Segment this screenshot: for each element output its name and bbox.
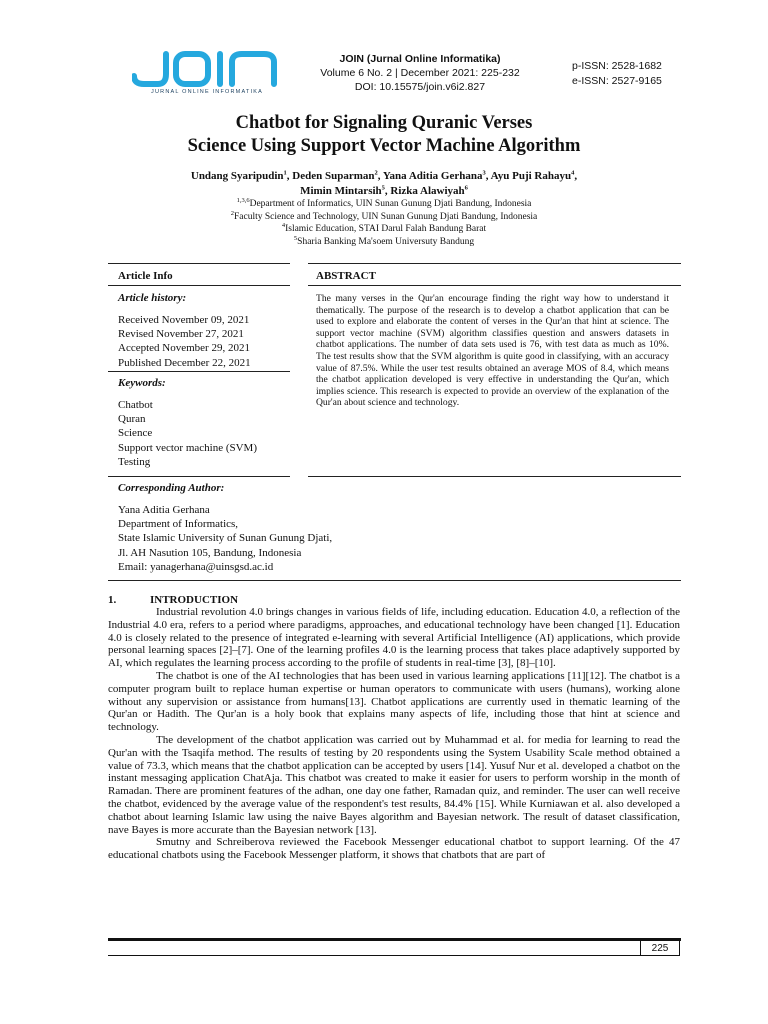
introduction-body: [108, 606, 680, 862]
author-sup: 3: [482, 169, 486, 177]
keyword-list: [118, 398, 257, 469]
corresponding-univ: State Islamic University of Sunan Gunung Djati,: [118, 532, 333, 545]
p-issn: p-ISSN: 2528-1682: [572, 60, 662, 72]
keyword: Testing: [118, 455, 151, 468]
author-name: Deden Suparman: [292, 170, 375, 182]
author-sup: 5: [381, 184, 385, 192]
author-sup: 1: [283, 169, 287, 177]
journal-logo: [132, 48, 282, 98]
affiliation-text: Faculty Science and Technology, UIN Sunan Gunung Djati Bandung, Indonesia: [233, 211, 538, 222]
affiliation-sup: 5: [293, 234, 298, 242]
author-sep: ,: [574, 170, 578, 182]
author-sup: 6: [464, 184, 468, 192]
keyword: Chatbot: [118, 399, 153, 411]
author-name: Ayu Puji Rahayu: [490, 170, 572, 182]
paragraph: Smutny and Schreiberova reviewed the Facebook Messenger educational chatbot to support learning. Of the 47 educational chatbots using the Facebook Messenger platform, it shows that chatbots that are part of: [108, 836, 680, 862]
journal-info: [290, 52, 550, 94]
keywords-rule-right: [308, 476, 681, 477]
affiliation: [0, 198, 768, 211]
keyword: Support vector machine (SVM): [118, 441, 257, 454]
corresponding-author: [118, 503, 332, 574]
corresponding-address: Jl. AH Nasution 105, Bandung, Indonesia: [118, 546, 302, 559]
paper-title: [0, 112, 768, 158]
page-number: 225: [640, 941, 680, 956]
affiliation: [0, 236, 768, 249]
doi: DOI: 10.15575/join.v6i2.827: [354, 81, 486, 93]
author-name: Rizka Alawiyah: [390, 185, 465, 197]
paragraph: Industrial revolution 4.0 brings changes in various fields of life, including education. Education 4.0, a reflection of the Industrial 4.0 era, refers to a period where paradigms, approaches, and educational technology have been changed [1]. Education 4.0 is closely related to the presence of integrated e-learning with several Artificial Intelligence (AI) applications, which provide personal learning spaces [2]–[7]. One of the learning profiles 4.0 is the learning process that takes place adaptively supported by AI, which regulates the learning process according to the profile of students in real-time [3], [8]–[10].: [108, 606, 680, 670]
section-number: 1.: [108, 594, 117, 606]
keywords-rule-left: [108, 476, 290, 477]
top-rule-left: [108, 263, 290, 264]
corresponding-author-label: Corresponding Author:: [118, 482, 225, 494]
join-logo-graphic: [132, 48, 282, 88]
article-info-label: Article Info: [118, 270, 173, 282]
abstract-text: The many verses in the Qur'an encourage finding the right way how to understand it thematically. The purpose of the research is to develop a chatbot application that can be used to explore and elaborate the content of verses in the Qur'an that hint at science. The support vector machine (SVM) algorithm classifies question and answers datasets in chatbot applications. The number of data sets used is 76, with test data as much as 10%. The test results show that the SVM algorithm is quite good in classifying, with an accuracy value of 87.5%. While the user test results obtained an average MOS of 8.4, which means the chatbot application developed is very effective in understanding the Qur'an, which implies science. This research is expected to provide an overview of the explanation of the Qur'an about science and technology.: [316, 293, 669, 409]
corresponding-name: Yana Aditia Gerhana: [118, 504, 210, 516]
keyword: Science: [118, 427, 153, 440]
corresponding-email: Email: yanagerhana@uinsgsd.ac.id: [118, 560, 274, 573]
affiliation: [0, 211, 768, 224]
received-date: Received November 09, 2021: [118, 314, 250, 326]
author-name: Yana Aditia Gerhana: [382, 170, 483, 182]
abstract-label: ABSTRACT: [316, 270, 376, 282]
author-list: [0, 169, 768, 199]
keyword: Quran: [118, 413, 146, 426]
volume-line: Volume 6 No. 2 | December 2021: 225-232: [320, 67, 520, 79]
affiliations: [0, 198, 768, 248]
section-title: INTRODUCTION: [150, 594, 239, 606]
published-date: Published December 22, 2021: [118, 356, 251, 369]
author-name: Mimin Mintarsih: [300, 185, 382, 197]
authors-line-2: [0, 184, 768, 199]
history-rule: [108, 371, 290, 372]
author-name: Undang Syaripudin: [190, 170, 284, 182]
affiliation-text: Islamic Education, STAI Darul Falah Bandung Barat: [285, 224, 487, 235]
title-line-2: Science Using Support Vector Machine Algorithm: [187, 136, 581, 156]
affiliation-text: Department of Informatics, UIN Sunan Gunung Djati Bandung, Indonesia: [249, 199, 532, 209]
corresponding-dept: Department of Informatics,: [118, 518, 239, 531]
keywords-label: Keywords:: [118, 377, 166, 389]
revised-date: Revised November 27, 2021: [118, 328, 244, 341]
author-sep: ,: [286, 170, 293, 182]
accepted-date: Accepted November 29, 2021: [118, 342, 250, 355]
authors-line-1: [0, 169, 768, 184]
affiliation: [0, 223, 768, 236]
corr-rule: [108, 580, 681, 581]
footer-bar: [108, 938, 681, 941]
author-sup: 2: [374, 169, 378, 177]
author-sup: 4: [571, 169, 575, 177]
section-heading-introduction: [108, 594, 238, 606]
logo-subtitle: JURNAL ONLINE INFORMATIKA: [151, 89, 263, 95]
title-line-1: Chatbot for Signaling Quranic Verses: [235, 113, 533, 133]
issn-block: [572, 59, 692, 89]
author-sep: ,: [485, 170, 491, 182]
affiliation-sup: 2: [230, 209, 234, 217]
paragraph: The development of the chatbot application was carried out by Muhammad et al. for media for learning to read the Qur'an with the Tsaqifa method. The results of testing by 20 respondents using the System Usability Scale method obtained a value of 73.3, which means that the chatbot application can be accepted by users [14]. Yusuf Nur et al. developed a chatbot on the instant messaging application ChatAja. This chatbot was created to make it easier for users to perform worship in the month of Ramadan. There are prominent features of the adhan, one day one father, Ramadan quiz, and reminder. The user can well receive the chatbot, evidenced by the average value of the respondent's test results, 84.4% [15]. While Kurniawan et al. also developed a chatbot about learning Islamic law using the naive Bayes algorithm and Bayesian network. The result of dataset classification, nave Bayes is more accurate than the Bayesian network [13].: [108, 733, 680, 836]
author-sep: ,: [377, 170, 383, 182]
paragraph: The chatbot is one of the AI technologies that has been used in various learning applications [11][12]. The chatbot is a computer program built to replace human expertise or human operators to communicate with users (humans), working alone without any supervision or assistance from humans[13]. Chatbot applications are currently used in thematic learning of the Qur'an or Hadith. The Qur'an is a holy book that explains many aspects of life, including those that hint at science and technology.: [108, 669, 680, 734]
info-head-rule-right: [308, 285, 681, 286]
affiliation-text: Sharia Banking Ma'soem Universuty Bandung: [297, 236, 475, 247]
e-issn: e-ISSN: 2527-9165: [572, 75, 662, 87]
top-rule-right: [308, 263, 681, 264]
article-history: [118, 313, 251, 370]
footer-line: [108, 955, 640, 956]
affiliation-sup: 1,3,6: [236, 196, 250, 204]
article-history-label: Article history:: [118, 292, 187, 304]
journal-name: JOIN (Jurnal Online Informatika): [339, 53, 501, 65]
info-head-rule-left: [108, 285, 290, 286]
author-sep: ,: [384, 185, 391, 197]
affiliation-sup: 4: [281, 222, 286, 230]
